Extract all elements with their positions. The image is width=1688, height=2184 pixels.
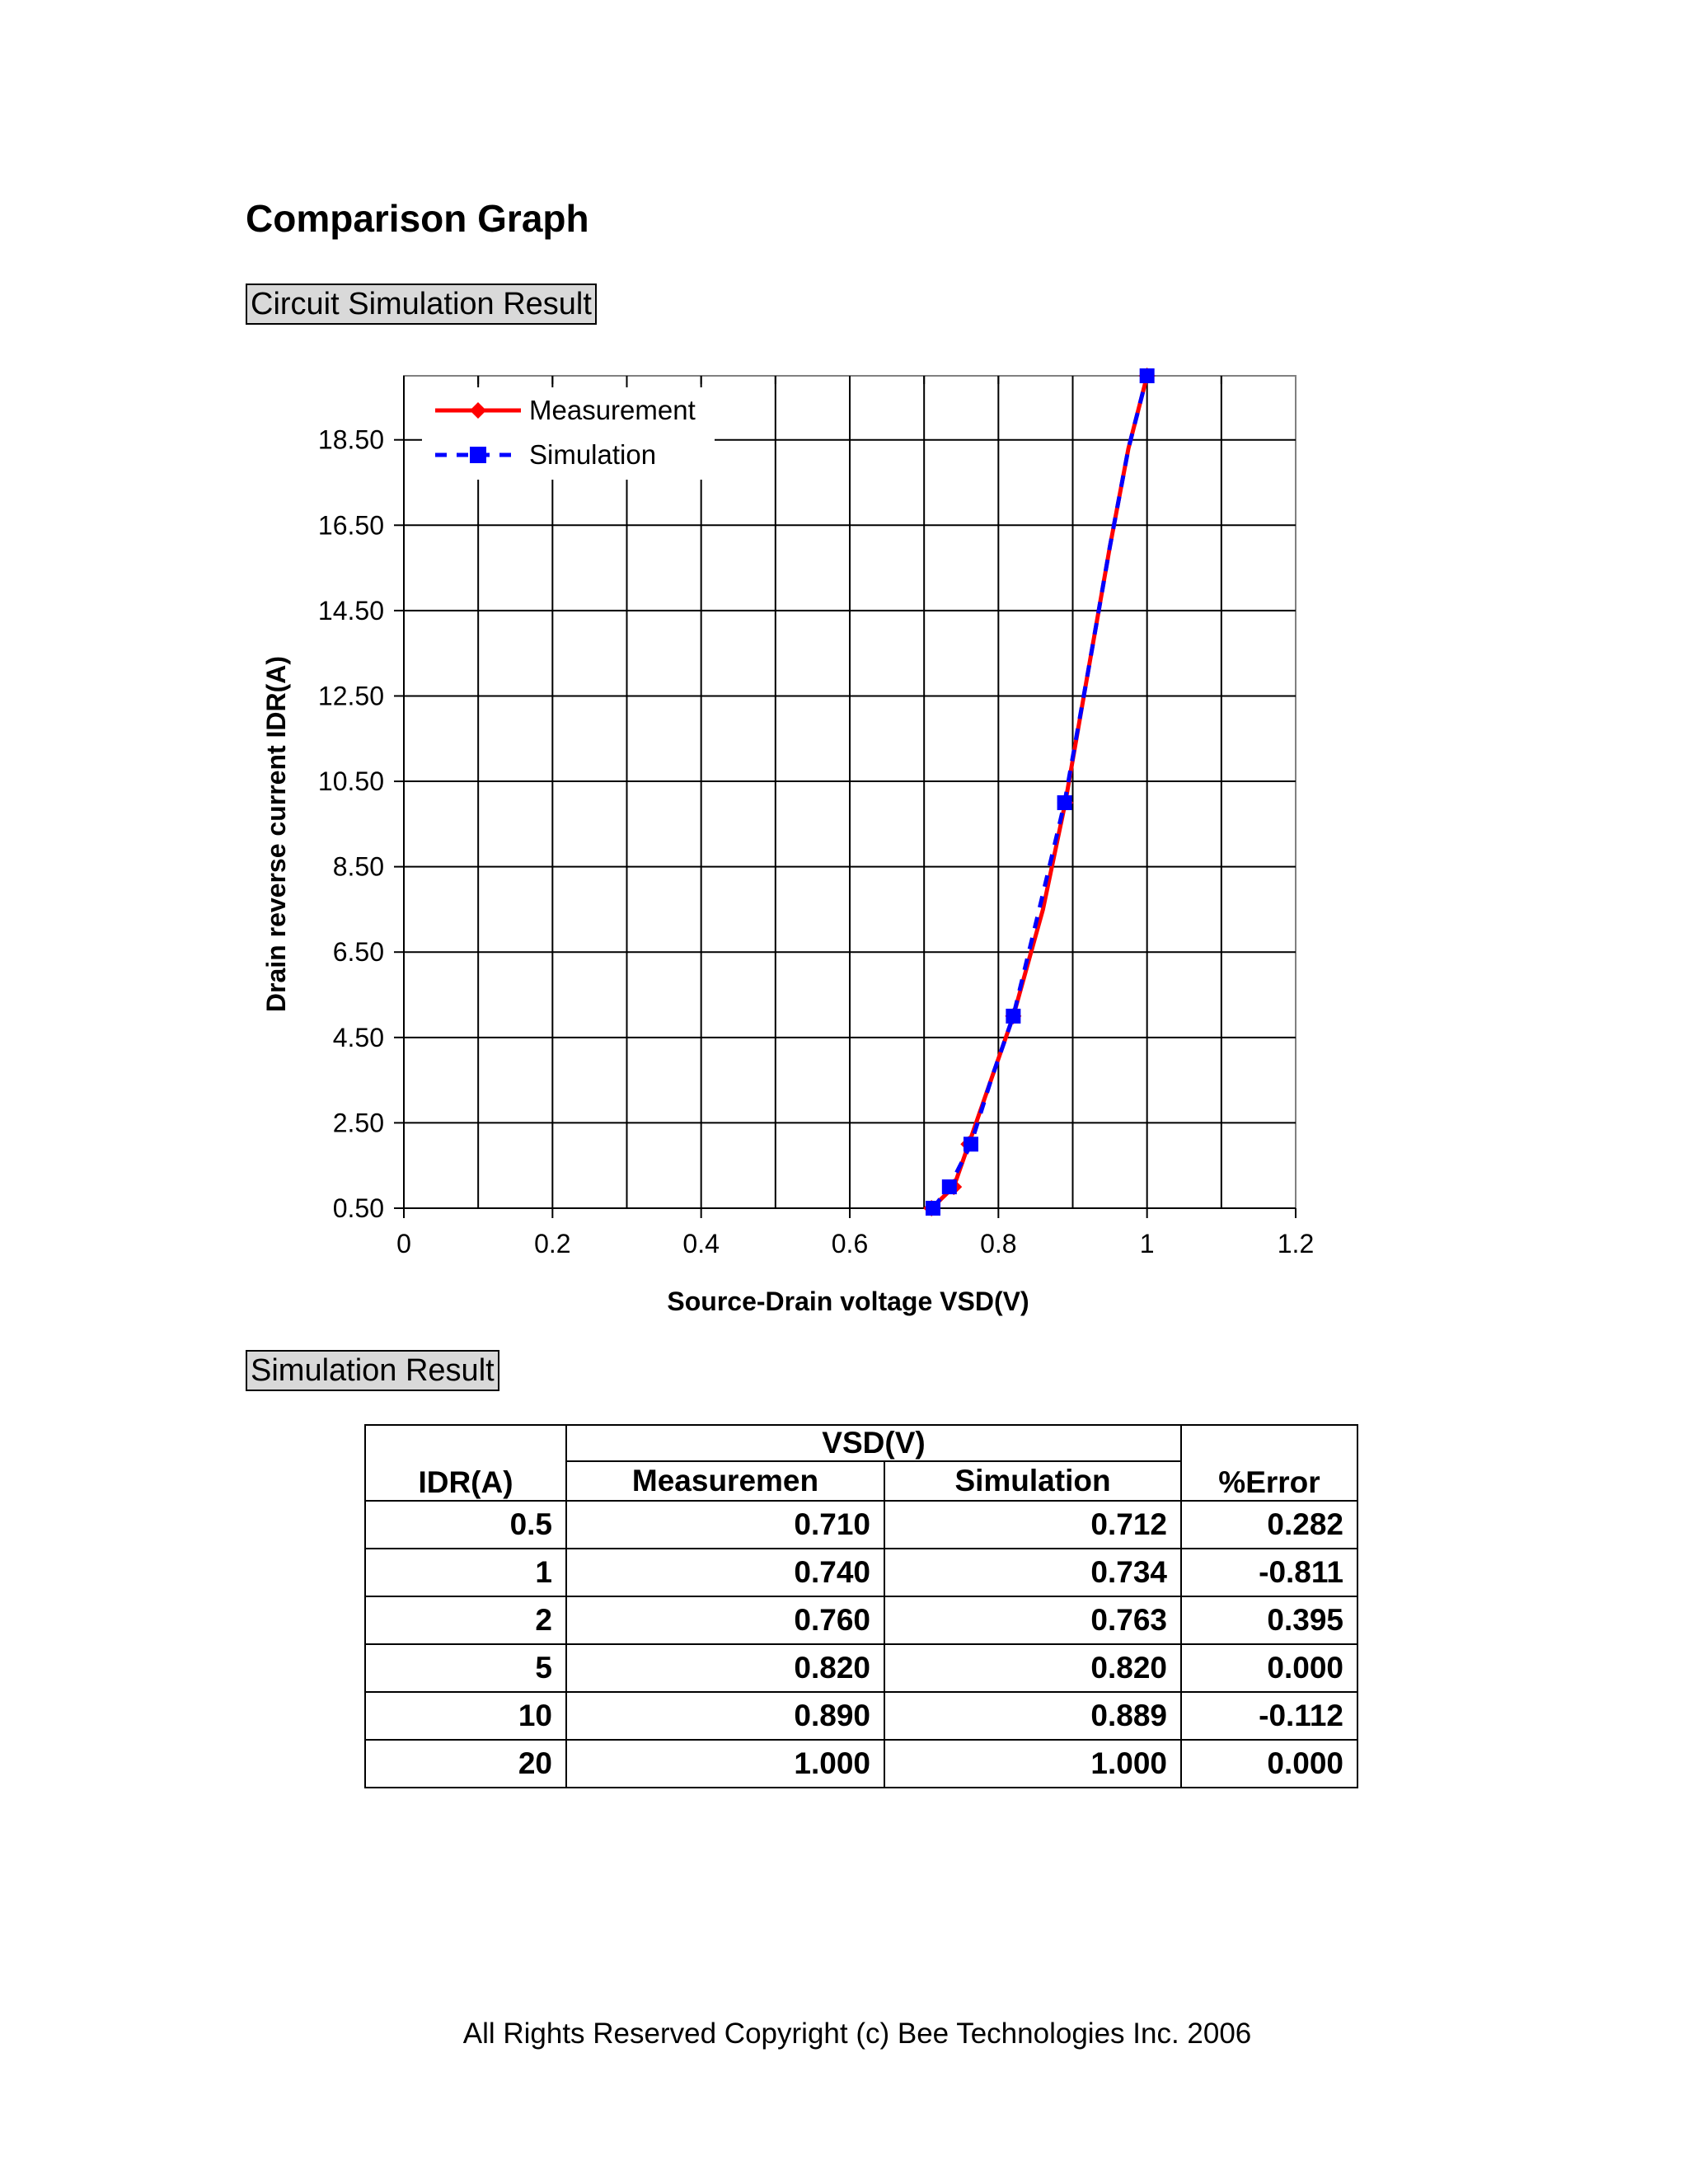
y-tick-label: 2.50 xyxy=(332,1108,384,1138)
x-tick-label: 1 xyxy=(1139,1229,1155,1258)
y-tick-label: 8.50 xyxy=(332,851,384,882)
cell-error: 0.395 xyxy=(1181,1596,1357,1644)
table-row xyxy=(365,1596,1357,1644)
y-tick-label: 18.50 xyxy=(317,424,384,455)
cell-simulation: 0.763 xyxy=(884,1596,1181,1644)
table-row xyxy=(365,1740,1357,1788)
col-header-measurement: Measuremen xyxy=(566,1461,884,1501)
group-header-vsd: VSD(V) xyxy=(566,1425,1181,1461)
table-row xyxy=(365,1549,1357,1596)
chart-section-label: Circuit Simulation Result xyxy=(246,284,597,325)
y-tick-label: 10.50 xyxy=(317,766,384,797)
x-tick-label: 1.2 xyxy=(1277,1229,1315,1258)
simulation-point xyxy=(1006,1009,1020,1024)
cell-idr: 20 xyxy=(365,1740,566,1788)
y-tick-label: 0.50 xyxy=(332,1193,384,1223)
cell-measurement: 0.820 xyxy=(566,1644,884,1692)
simulation-point xyxy=(1057,795,1072,810)
legend-simulation-label: Simulation xyxy=(529,439,657,470)
simulation-point xyxy=(926,1201,940,1216)
cell-idr: 1 xyxy=(365,1549,566,1596)
legend-simulation-marker xyxy=(470,447,486,463)
simulation-point xyxy=(1140,368,1155,383)
x-tick-label: 0.6 xyxy=(831,1229,869,1258)
series-line-measurement xyxy=(931,376,1147,1208)
y-tick-label: 12.50 xyxy=(317,681,384,711)
cell-idr: 0.5 xyxy=(365,1501,566,1549)
y-tick-label: 14.50 xyxy=(317,595,384,626)
table-section-label: Simulation Result xyxy=(246,1350,499,1391)
cell-error: -0.811 xyxy=(1181,1549,1357,1596)
cell-simulation: 1.000 xyxy=(884,1740,1181,1788)
simulation-point xyxy=(942,1179,957,1194)
col-header-idr: IDR(A) xyxy=(365,1425,566,1501)
cell-error: -0.112 xyxy=(1181,1692,1357,1740)
x-tick-label: 0.8 xyxy=(980,1229,1017,1258)
x-tick-label: 0 xyxy=(396,1229,411,1258)
table-row xyxy=(365,1644,1357,1692)
cell-error: 0.282 xyxy=(1181,1501,1357,1549)
series-line-simulation xyxy=(933,376,1147,1208)
x-tick-label: 0.4 xyxy=(682,1229,720,1258)
chart-series xyxy=(923,368,1155,1216)
copyright-footer: All Rights Reserved Copyright (c) Bee Technologies Inc. 2006 xyxy=(462,2018,1252,2050)
page-title: Comparison Graph xyxy=(246,197,589,240)
x-axis-title: Source-Drain voltage VSD(V) xyxy=(667,1286,1029,1316)
legend-measurement-label: Measurement xyxy=(529,395,696,425)
chart-ticks xyxy=(318,376,1314,1258)
cell-simulation: 0.820 xyxy=(884,1644,1181,1692)
simulation-point xyxy=(964,1137,978,1151)
chart-legend xyxy=(422,387,715,480)
cell-idr: 2 xyxy=(365,1596,566,1644)
cell-measurement: 0.760 xyxy=(566,1596,884,1644)
cell-measurement: 0.710 xyxy=(566,1501,884,1549)
simulation-result-table xyxy=(364,1424,1358,1788)
y-axis-title: Drain reverse current IDR(A) xyxy=(261,655,291,1013)
y-tick-label: 16.50 xyxy=(317,510,384,541)
cell-simulation: 0.889 xyxy=(884,1692,1181,1740)
y-tick-label: 4.50 xyxy=(332,1022,384,1052)
x-tick-label: 0.2 xyxy=(534,1229,571,1258)
col-header-simulation: Simulation xyxy=(884,1461,1181,1501)
cell-simulation: 0.712 xyxy=(884,1501,1181,1549)
cell-measurement: 0.890 xyxy=(566,1692,884,1740)
cell-measurement: 1.000 xyxy=(566,1740,884,1788)
chart-grid xyxy=(404,376,1296,1208)
cell-error: 0.000 xyxy=(1181,1740,1357,1788)
cell-idr: 10 xyxy=(365,1692,566,1740)
col-header-error: %Error xyxy=(1181,1425,1357,1501)
cell-simulation: 0.734 xyxy=(884,1549,1181,1596)
cell-measurement: 0.740 xyxy=(566,1549,884,1596)
cell-error: 0.000 xyxy=(1181,1644,1357,1692)
table-row xyxy=(365,1501,1357,1549)
table-row xyxy=(365,1692,1357,1740)
cell-idr: 5 xyxy=(365,1644,566,1692)
y-tick-label: 6.50 xyxy=(332,937,384,968)
